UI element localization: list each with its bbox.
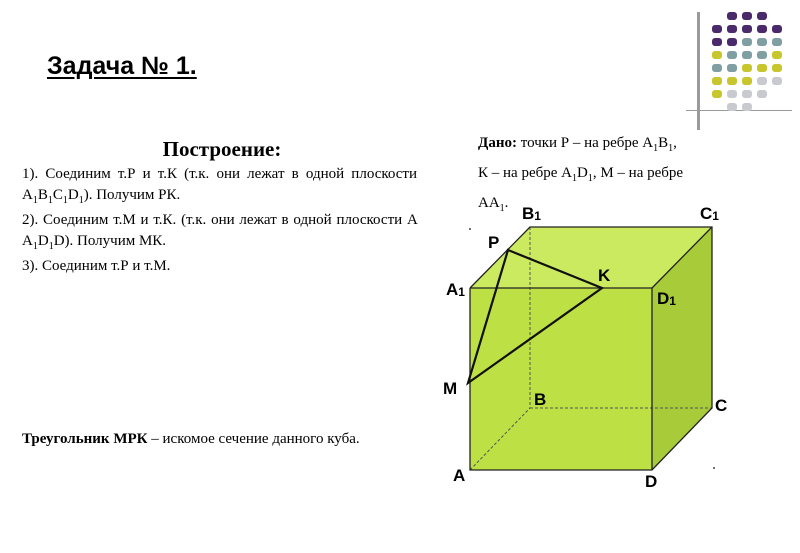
- label-d1: D1: [657, 289, 676, 308]
- cube-front-face: [470, 288, 652, 470]
- artifact-dot: [713, 467, 715, 469]
- label-a: A: [453, 466, 466, 485]
- construction-step-1: 1). Соединим т.Р и т.К (т.к. они лежат в одной плоскости $A_1B_1C_1D_1$). Получим РК.: [22, 166, 417, 206]
- artifact-dot: [469, 228, 471, 230]
- label-b: B: [534, 390, 547, 409]
- label-k: K: [598, 266, 611, 285]
- construction-step-3: 3). Соединим т.Р и т.М.: [22, 258, 171, 274]
- construction-heading: Построение:: [162, 137, 282, 161]
- label-a1: A1: [446, 280, 465, 299]
- plane-name: $A_1B_1C_1D_1$: [22, 187, 84, 206]
- label-d: D: [645, 472, 658, 491]
- result-statement: Треугольник МРК – искомое сечение данного куба.: [22, 431, 360, 447]
- label-m: M: [443, 379, 458, 398]
- given-statement: Дано: точки Р – на ребре $А_1В_1$, К – на ребре $А_1D_1$, М – на ребре $АА_1$.: [478, 135, 684, 214]
- label-c1: C1: [700, 204, 719, 223]
- label-c: C: [715, 396, 728, 415]
- page-title: Задача № 1.: [47, 52, 197, 80]
- construction-step-2: 2). Соединим т.М и т.К. (т.к. они лежат в одной плоскости A $A_1D_1D$). Получим МК.: [22, 212, 417, 252]
- plane-name: A $A_1D_1D$: [22, 212, 417, 252]
- label-p: P: [488, 233, 500, 252]
- label-b1: B1: [522, 204, 541, 223]
